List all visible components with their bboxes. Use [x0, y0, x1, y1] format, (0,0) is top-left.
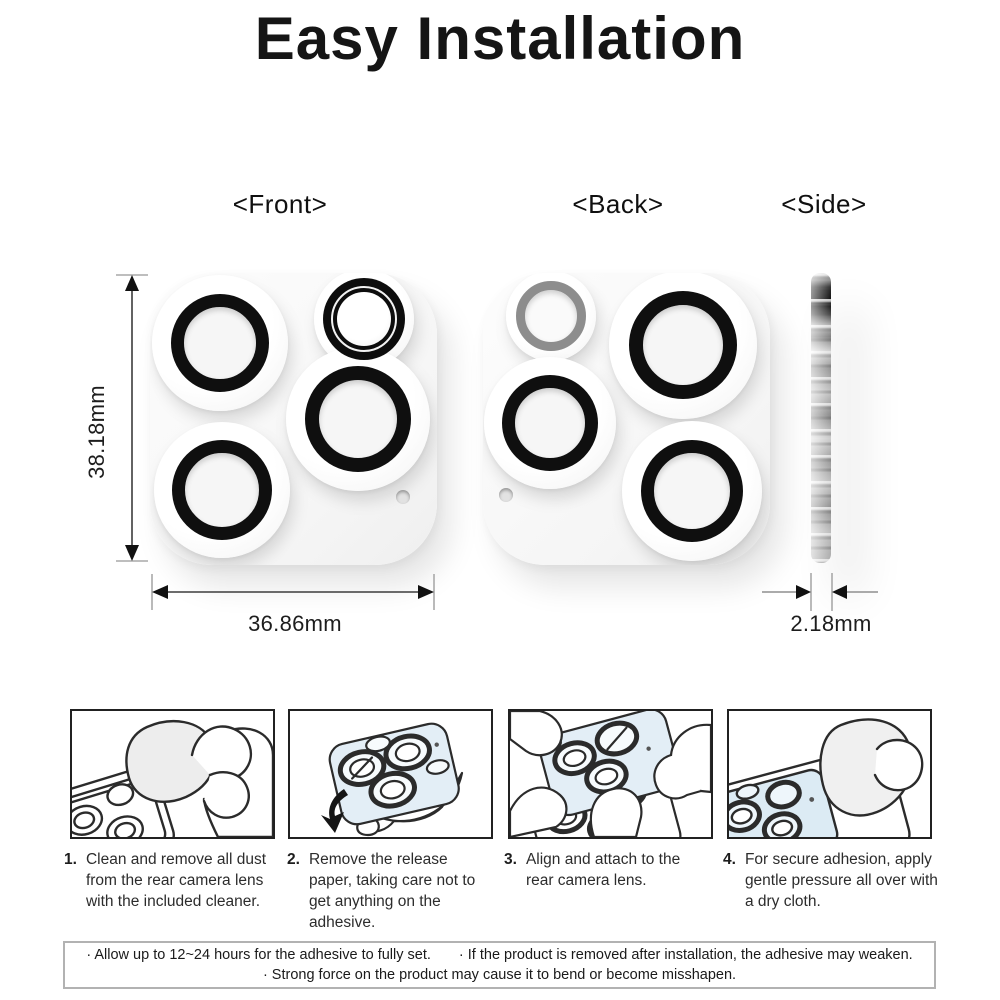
lens-ring-top-right-metallic: [323, 278, 405, 360]
step1-description: Clean and remove all dust from the rear camera lens with the included cleaner.: [85, 851, 267, 910]
step2-text: [287, 849, 489, 933]
front-view-label: <Front>: [232, 189, 328, 219]
notes-line-1: [86, 945, 912, 965]
step2-description: Remove the release paper, taking care not to get anything on the adhesive.: [308, 851, 476, 931]
press-with-cloth-drawing: [729, 711, 930, 837]
notes-box: [63, 941, 936, 989]
protector-back-view: [483, 273, 770, 565]
step4-description: For secure adhesion, apply gentle pressure all over with a dry cloth.: [744, 851, 938, 910]
step4-number: 4.: [723, 851, 736, 868]
note-adhesive-set: · Allow up to 12~24 hours for the adhesive to fully set.: [86, 947, 431, 963]
step2-illustration-peel: [288, 709, 493, 839]
step3-number: 3.: [504, 851, 517, 868]
wipe-lens-drawing: [72, 711, 273, 837]
step4-text: [723, 849, 945, 912]
step1-text: [64, 849, 278, 912]
lens-ring-top-left: [171, 294, 269, 392]
microphone-hole: [499, 488, 513, 502]
width-dimension-arrow: [143, 570, 443, 614]
step3-description: Align and attach to the rear camera lens.: [525, 851, 681, 889]
width-dimension-label: 36.86mm: [248, 611, 342, 636]
lens-ring-bottom-left: [172, 440, 272, 540]
lens-ring-top-left-gray: [516, 281, 586, 351]
peel-release-paper-drawing: [290, 711, 491, 837]
step3-illustration-align: [508, 709, 713, 839]
lens-ring-middle-left: [502, 375, 598, 471]
step1-illustration-clean: [70, 709, 275, 839]
note-strong-force: · Strong force on the product may cause it to bend or become misshapen.: [262, 967, 737, 983]
lens-ring-middle-right: [305, 366, 411, 472]
protector-front-view: [150, 273, 437, 565]
align-attach-drawing: [510, 711, 711, 837]
note-adhesive-weaken: · If the product is removed after installation, the adhesive may weaken.: [458, 947, 913, 963]
side-view-label: <Side>: [781, 189, 867, 219]
step4-illustration-press: [727, 709, 932, 839]
height-dimension-label: 38.18mm: [84, 385, 109, 479]
lens-ring-top-right: [629, 291, 737, 399]
height-dimension-arrow: [110, 268, 154, 568]
back-view-label: <Back>: [572, 189, 664, 219]
step3-text: [504, 849, 708, 891]
notes-line-2: [263, 965, 736, 985]
page-title: Easy Installation: [254, 5, 746, 72]
step2-number: 2.: [287, 851, 300, 868]
step1-number: 1.: [64, 851, 77, 868]
thickness-dimension-label: 2.18mm: [790, 611, 872, 636]
lens-ring-bottom-right: [641, 440, 743, 542]
protector-side-view: [811, 273, 831, 563]
thickness-dimension-arrow: [752, 570, 882, 614]
microphone-hole: [396, 490, 410, 504]
